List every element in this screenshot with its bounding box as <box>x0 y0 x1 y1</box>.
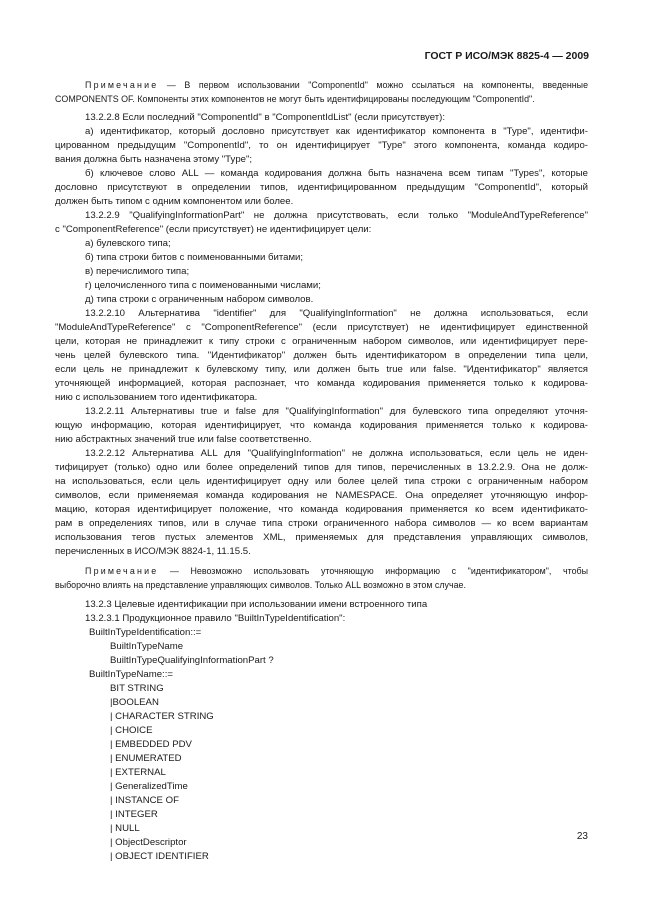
code-line: | EMBEDDED PDV <box>110 739 192 750</box>
paragraph-line: перечисленных в ИСО/МЭК 8824-1, 11.15.5. <box>55 546 251 557</box>
section-heading: 13.2.3.1 Продукционное правило "BuiltInTypeIdentification": <box>85 613 346 624</box>
paragraph-line: мацию, которая идентифицирует положение, что команда кодирования применяется ко всем идентификато- <box>55 504 588 515</box>
paragraph-line: 13.2.2.11 Альтернативы true и false для "QualifyingInformation" для булевского типа определяют уточня- <box>85 406 588 417</box>
paragraph-line: рам в определениях типов, или в случае типа строки ограниченного набора символов — ко всем вариантам <box>55 518 588 529</box>
note-label: Примечание <box>85 80 159 90</box>
paragraph-line: нию абстрактных значений true или false соответственно. <box>55 434 312 445</box>
paragraph-line: вания должна быть назначена этому "Type"; <box>55 154 253 165</box>
paragraph-line: нию с использованием того идентификатора. <box>55 392 258 403</box>
paragraph-line: чень целей булевского типа. "Идентификатор" должен быть идентификатором в определении типа цели, <box>55 350 588 361</box>
paragraph-line: б) ключевое слово ALL — команда кодирования должна быть назначена всем типам "Types", которые <box>85 168 588 179</box>
paragraph-line: на использоваться, если цель идентифицирует одну или более целей типа строки с ограниченным набором <box>55 476 588 487</box>
paragraph-line: "ModuleAndTypeReference" с "ComponentReference" (если присутствует) не идентифицирует единственной <box>55 322 588 333</box>
paragraph-line: символов, если применяемая команда кодирования не NAMESPACE. Она определяет уточняющую инфор- <box>55 490 588 501</box>
list-item: а) булевского типа; <box>85 238 171 249</box>
paragraph-line: уточняющей информацией, которая распознает, что команда кодирования применяется только к кодирова- <box>55 378 588 389</box>
paragraph-line: 13.2.2.10 Альтернатива "identifier" для "QualifyingInformation" не должна использоваться, если <box>85 308 588 319</box>
code-line: | CHOICE <box>110 725 153 736</box>
paragraph-line: дословно присутствуют в определении типов, идентифицированном предыдущим "ComponentId", который <box>55 182 588 193</box>
list-item: г) целочисленного типа с поименованными числами; <box>85 280 321 291</box>
code-line: BuiltInTypeIdentification::= <box>89 627 202 638</box>
paragraph-line: если цель не принадлежит к булевскому типу, или должен быть true или false. "Идентификатор" является <box>55 364 588 375</box>
note-2-line: выборочно влиять на представление управляющих символов. Только ALL возможно в этом случае. <box>55 580 466 590</box>
paragraph-line: тифицирует (только) одно или более определений типов для типов, перечисленных в 13.2.2.9. Она не долж- <box>55 462 588 473</box>
code-line: | CHARACTER STRING <box>110 711 214 722</box>
paragraph-line: с "ComponentReference" (если присутствует) не идентифицирует цели: <box>55 224 372 235</box>
note-2-line: Примечание — Невозможно использовать уточняющую информацию с "идентификатором", чтобы <box>85 566 588 576</box>
list-item: б) типа строки битов с поименованными битами; <box>85 252 304 263</box>
paragraph-line: 13.2.2.9 "QualifyingInformationPart" не должна присутствовать, если только "ModuleAndTypeReference" <box>85 210 588 221</box>
paragraph-line: цированном предыдущим "ComponentId", то он идентифицирует "Type" этого компонента, команда кодиро- <box>55 140 588 151</box>
paragraph-line: цели, которая не принадлежит к типу строки с ограниченным набором символов, или идентифицирует пере- <box>55 336 588 347</box>
note-1-line: Примечание — В первом использовании "ComponentId" можно ссылаться на компоненты, введенные <box>85 80 588 90</box>
code-line: | ENUMERATED <box>110 753 182 764</box>
page-header: ГОСТ Р ИСО/МЭК 8825-4 — 2009 <box>424 50 589 62</box>
code-line: | INSTANCE OF <box>110 795 179 806</box>
code-line: |BOOLEAN <box>110 697 159 708</box>
code-line: | NULL <box>110 823 140 834</box>
note-1-line: COMPONENTS OF. Компоненты этих компонентов не могут быть идентифицированы последующим "ComponentId". <box>55 94 535 104</box>
section-heading: 13.2.3 Целевые идентификации при использовании имени встроенного типа <box>85 599 428 610</box>
paragraph-line: ющую информацию, которая идентифицирует, что команда кодирования применяется только к кодирова- <box>55 420 588 431</box>
code-line: BuiltInTypeName::= <box>89 669 173 680</box>
paragraph-line: 13.2.2.12 Альтернатива ALL для "QualifyingInformation" не должна использоваться, если цель не иден- <box>85 448 588 459</box>
code-line: BuiltInTypeQualifyingInformationPart ? <box>110 655 274 666</box>
code-line: | EXTERNAL <box>110 767 166 778</box>
list-item: д) типа строки с ограниченным набором символов. <box>85 294 314 305</box>
code-line: BIT STRING <box>110 683 164 694</box>
paragraph-line: должен быть типом с одним компонентом или более. <box>55 196 294 207</box>
code-line: | GeneralizedTime <box>110 781 188 792</box>
page-number: 23 <box>576 831 588 842</box>
paragraph-line: использования тегов пустых элементов XML, применяемых для представления управляющих символов, <box>55 532 588 543</box>
list-item: в) перечислимого типа; <box>85 266 190 277</box>
code-line: | ObjectDescriptor <box>110 837 187 848</box>
code-line: | OBJECT IDENTIFIER <box>110 851 209 862</box>
code-line: BuiltInTypeName <box>110 641 184 652</box>
code-line: | INTEGER <box>110 809 158 820</box>
paragraph-line: а) идентификатор, который дословно присутствует как идентификатор компонента в "Type", идентифи- <box>85 126 588 137</box>
paragraph-line: 13.2.2.8 Если последний "ComponentId" в "ComponentIdList" (если присутствует): <box>85 112 445 123</box>
note-label: Примечание <box>85 566 159 576</box>
